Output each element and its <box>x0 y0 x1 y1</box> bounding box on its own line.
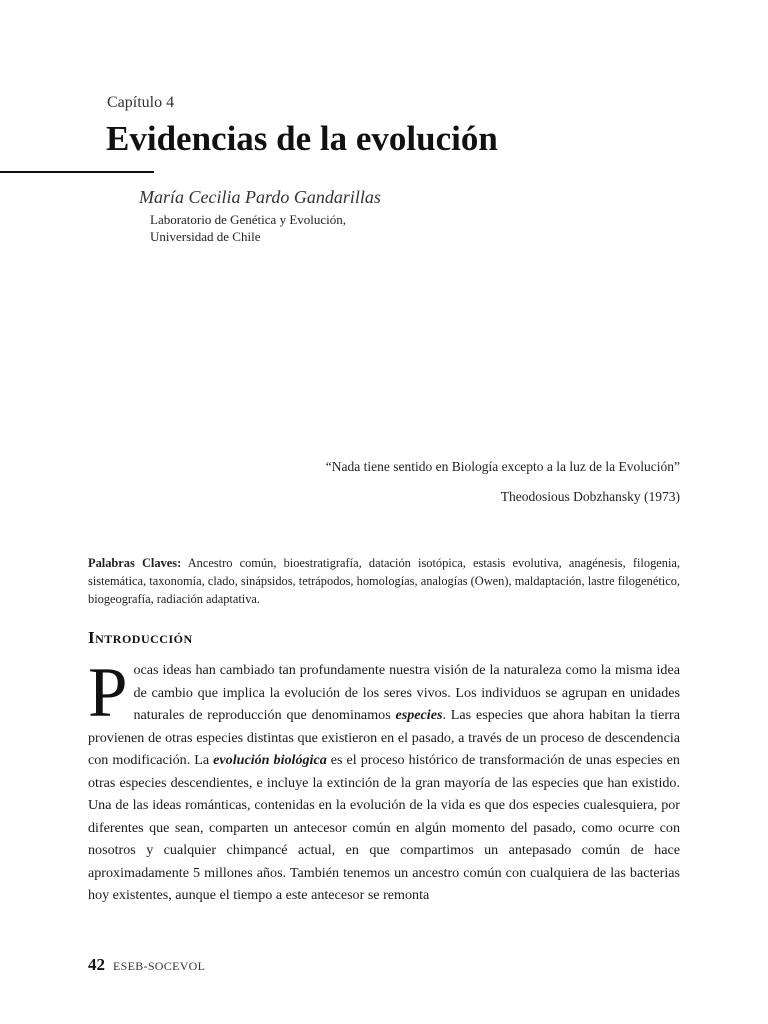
drop-cap: P <box>88 654 128 732</box>
introduction-paragraph <box>88 654 680 907</box>
author-affiliation <box>150 211 346 245</box>
title-rule <box>0 171 154 173</box>
page-number: 42 <box>88 955 105 974</box>
journal-name: ESEB-SOCEVOL <box>113 959 206 973</box>
keywords-block <box>88 554 680 608</box>
intro-text-part-3: es el proceso histórico de transformación de unas especies en otras especies descendientes, e incluye la extinción de la gran mayoría de las especies que han existido. Una de las ideas románticas, contenidas en la evolución de la vida es que dos especies cualesquiera, por diferentes que sean, comparten un antecesor común en algún momento del pasado, como ocurre con nosotros y cualquier chimpancé actual, en que compartimos un antepasado común de hace aproximadamente 5 millones años. También tenemos un ancestro común con cualquiera de las bacterias hoy existentes, aunque el tiempo a este antecesor se remonta <box>88 752 680 903</box>
intro-emphasis-especies: especies <box>395 707 443 723</box>
author-name: María Cecilia Pardo Gandarillas <box>139 187 381 207</box>
epigraph <box>326 452 680 512</box>
keywords-text: Ancestro común, bioestratigrafía, datación isotópica, estasis evolutiva, anagénesis, filogenia, sistemática, taxonomía, clado, sinápsidos, tetrápodos, homologías, analogías (Owen), maldaptación, lastre filogenético, biogeografía, radiación adaptativa. <box>88 556 680 606</box>
epigraph-quote: “Nada tiene sentido en Biología excepto a la luz de la Evolución” <box>325 459 680 474</box>
affiliation-line-2: Universidad de Chile <box>150 229 261 244</box>
section-heading-introduccion: Introducción <box>88 628 193 647</box>
page-footer <box>88 955 205 975</box>
chapter-label: Capítulo 4 <box>107 94 175 111</box>
intro-emphasis-evolucion-biologica: evolución biológica <box>213 752 327 768</box>
keywords-label: Palabras Claves: <box>88 556 182 570</box>
chapter-title: Evidencias de la evolución <box>106 119 498 158</box>
intro-text-part-1: ocas ideas han cambiado tan profundamente nuestra visión de la naturaleza como la misma idea de cambio que implica la evolución de los seres vivos. Los individuos se agrupan en unidades naturales de reproducción que denominamos <box>133 662 680 723</box>
intro-text-part-2: . Las especies que ahora habitan la tierra provienen de otras especies distintas que existieron en el pasado, a través de un proceso de descendencia con modificación. La <box>88 707 680 768</box>
affiliation-line-1: Laboratorio de Genética y Evolución, <box>150 212 347 227</box>
epigraph-attribution: Theodosious Dobzhansky (1973) <box>500 489 680 504</box>
